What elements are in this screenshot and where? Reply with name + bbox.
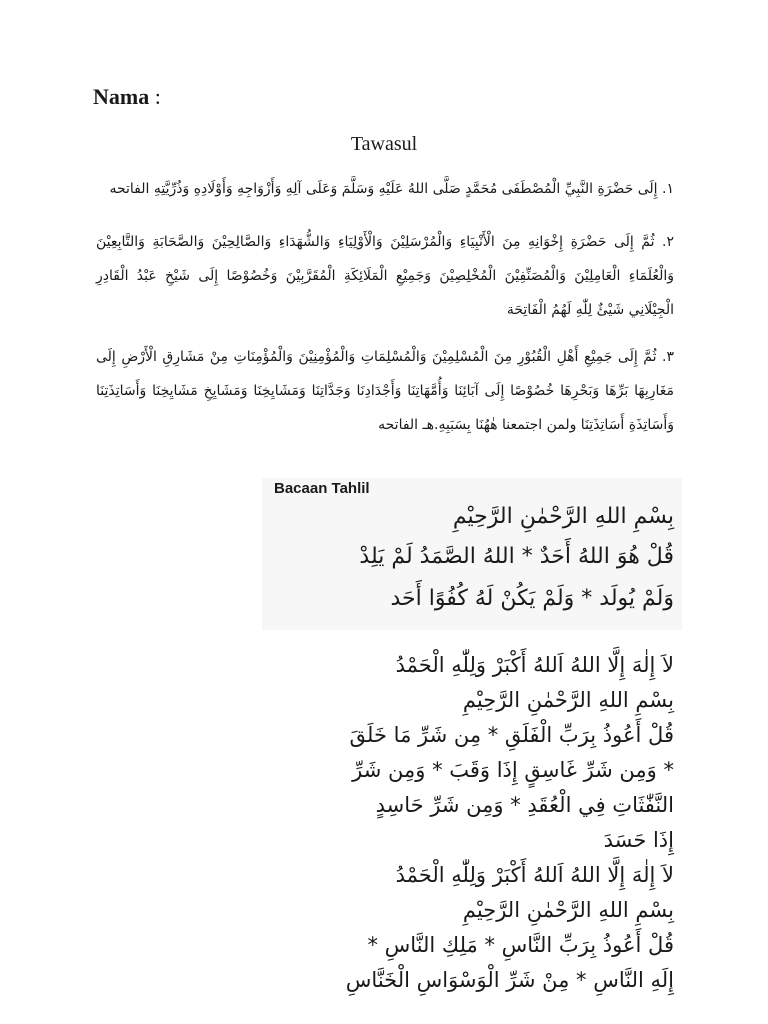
tahlil-line: إِذَا حَسَدَ — [603, 828, 674, 852]
tahlil-line: النَّفّٰثَاتِ فِي الْعُقَدِ * وَمِن شَرِّ حَاسِدٍ — [375, 793, 674, 817]
page-title: Tawasul — [350, 133, 418, 155]
tahlil-title: Bacaan Tahlil — [274, 480, 370, 497]
tawasul-paragraph-1: ١. إِلَى حَضْرَةِ النَّبِيِّ الْمُصْطَفَى مُحَمَّدٍ صَلَّى اللهُ عَلَيْهِ وَسَلَّمَ وَعَلَى آلِهِ وَأَزْوَاجِهِ وَأَوْلَادِهِ وَذُرِّيَّتِهِ الفاتحه — [109, 181, 674, 197]
tawasul-paragraph-3: ٣. ثُمَّ إِلَى جَمِيْعِ أَهْلِ الْقُبُوْرِ مِنَ الْمُسْلِمِيْنَ وَالْمُسْلِمَاتِ وَالْمُؤْمِنِيْنَ وَالْمُؤْمِنَاتِ مِنْ مَشَارِقِ الْأَرْضِ إِلَى مَغَارِبِهَا بَرِّهَا وَبَحْرِهَا خُصُوْصًا إِلَى آبَائِنَا وَأُمَّهَاتِنَا وَأَجْدَادِنَا وَجَدَّاتِنَا وَمَشَايِخِنَا وَمَشَايِخِ مَشَايِخِنَا وَأَسَاتِذَتِنَا وَأَسَاتِذَةِ أَسَاتِذَتِنَا ولمن اجتمعنا هٰهُنَا بِسَبَبِهِ.هـ الفاتحه — [96, 349, 674, 433]
tahlil-line: بِسْمِ اللهِ الرَّحْمٰنِ الرَّحِيْمِ — [462, 898, 674, 922]
name-colon: : — [154, 84, 161, 109]
name-label — [93, 84, 161, 110]
tahlil-verse: وَلَمْ يُولَد * وَلَمْ يَكُنْ لَهُ كُفُوًا أَحَد — [390, 586, 674, 611]
tahlil-image-block — [262, 478, 682, 630]
tahlil-line: لاَ إِلٰهَ إِلَّا اللهُ اَللهُ أَكْبَرْ وَلِلّٰهِ الْحَمْدُ — [395, 863, 674, 887]
tahlil-lines — [262, 648, 682, 998]
tahlil-line: بِسْمِ اللهِ الرَّحْمٰنِ الرَّحِيْمِ — [462, 688, 674, 712]
tahlil-line: * وَمِن شَرِّ غَاسِقٍ إِذَا وَقَبَ * وَمِن شَرِّ — [352, 758, 674, 782]
tahlil-verse: بِسْمِ اللهِ الرَّحْمٰنِ الرَّحِيْمِ — [452, 504, 674, 529]
name-label-text: Nama — [93, 84, 150, 109]
tahlil-line: قُلْ أَعُوذُ بِرَبِّ الْفَلَقِ * مِن شَرِّ مَا خَلَقَ — [349, 723, 674, 747]
tahlil-verse: قُلْ هُوَ اللهُ أَحَدٌ * اللهُ الصَّمَدُ لَمْ يَلِدْ — [359, 544, 674, 569]
tahlil-line: قُلْ أَعُوذُ بِرَبِّ النَّاسِ * مَلِكِ النَّاسِ * — [367, 933, 674, 957]
tahlil-line: إِلَهِ النَّاسِ * مِنْ شَرِّ الْوَسْوَاسِ الْخَنَّاسِ — [345, 968, 674, 992]
tahlil-line: لاَ إِلٰهَ إِلَّا اللهُ اَللهُ أَكْبَرْ وَلِلّٰهِ الْحَمْدُ — [395, 653, 674, 677]
tawasul-paragraph-2: ٢. ثُمَّ إِلَى حَضْرَةِ إِخْوَانِهِ مِنَ الْأَنْبِيَاءِ وَالْمُرْسَلِيْنَ وَالْأَوْلِيَاءِ وَالشُّهَدَاءِ وَالصَّالِحِيْنَ وَالصَّحَابَةِ وَالتَّابِعِيْنَ وَالْعُلَمَاءِ الْعَامِلِيْنَ وَالْمُصَنِّفِيْنَ الْمُخْلِصِيْنَ وَجَمِيْعِ الْمَلَائِكَةِ الْمُقَرَّبِيْنَ وَخُصُوْصًا إِلَى شَيْخِ عَبْدُ الْقَادِرِ الْجِيْلَانِي شَيْئٌ لِلّٰهِ لَهُمُ الْفَاتِحَة — [96, 234, 674, 318]
